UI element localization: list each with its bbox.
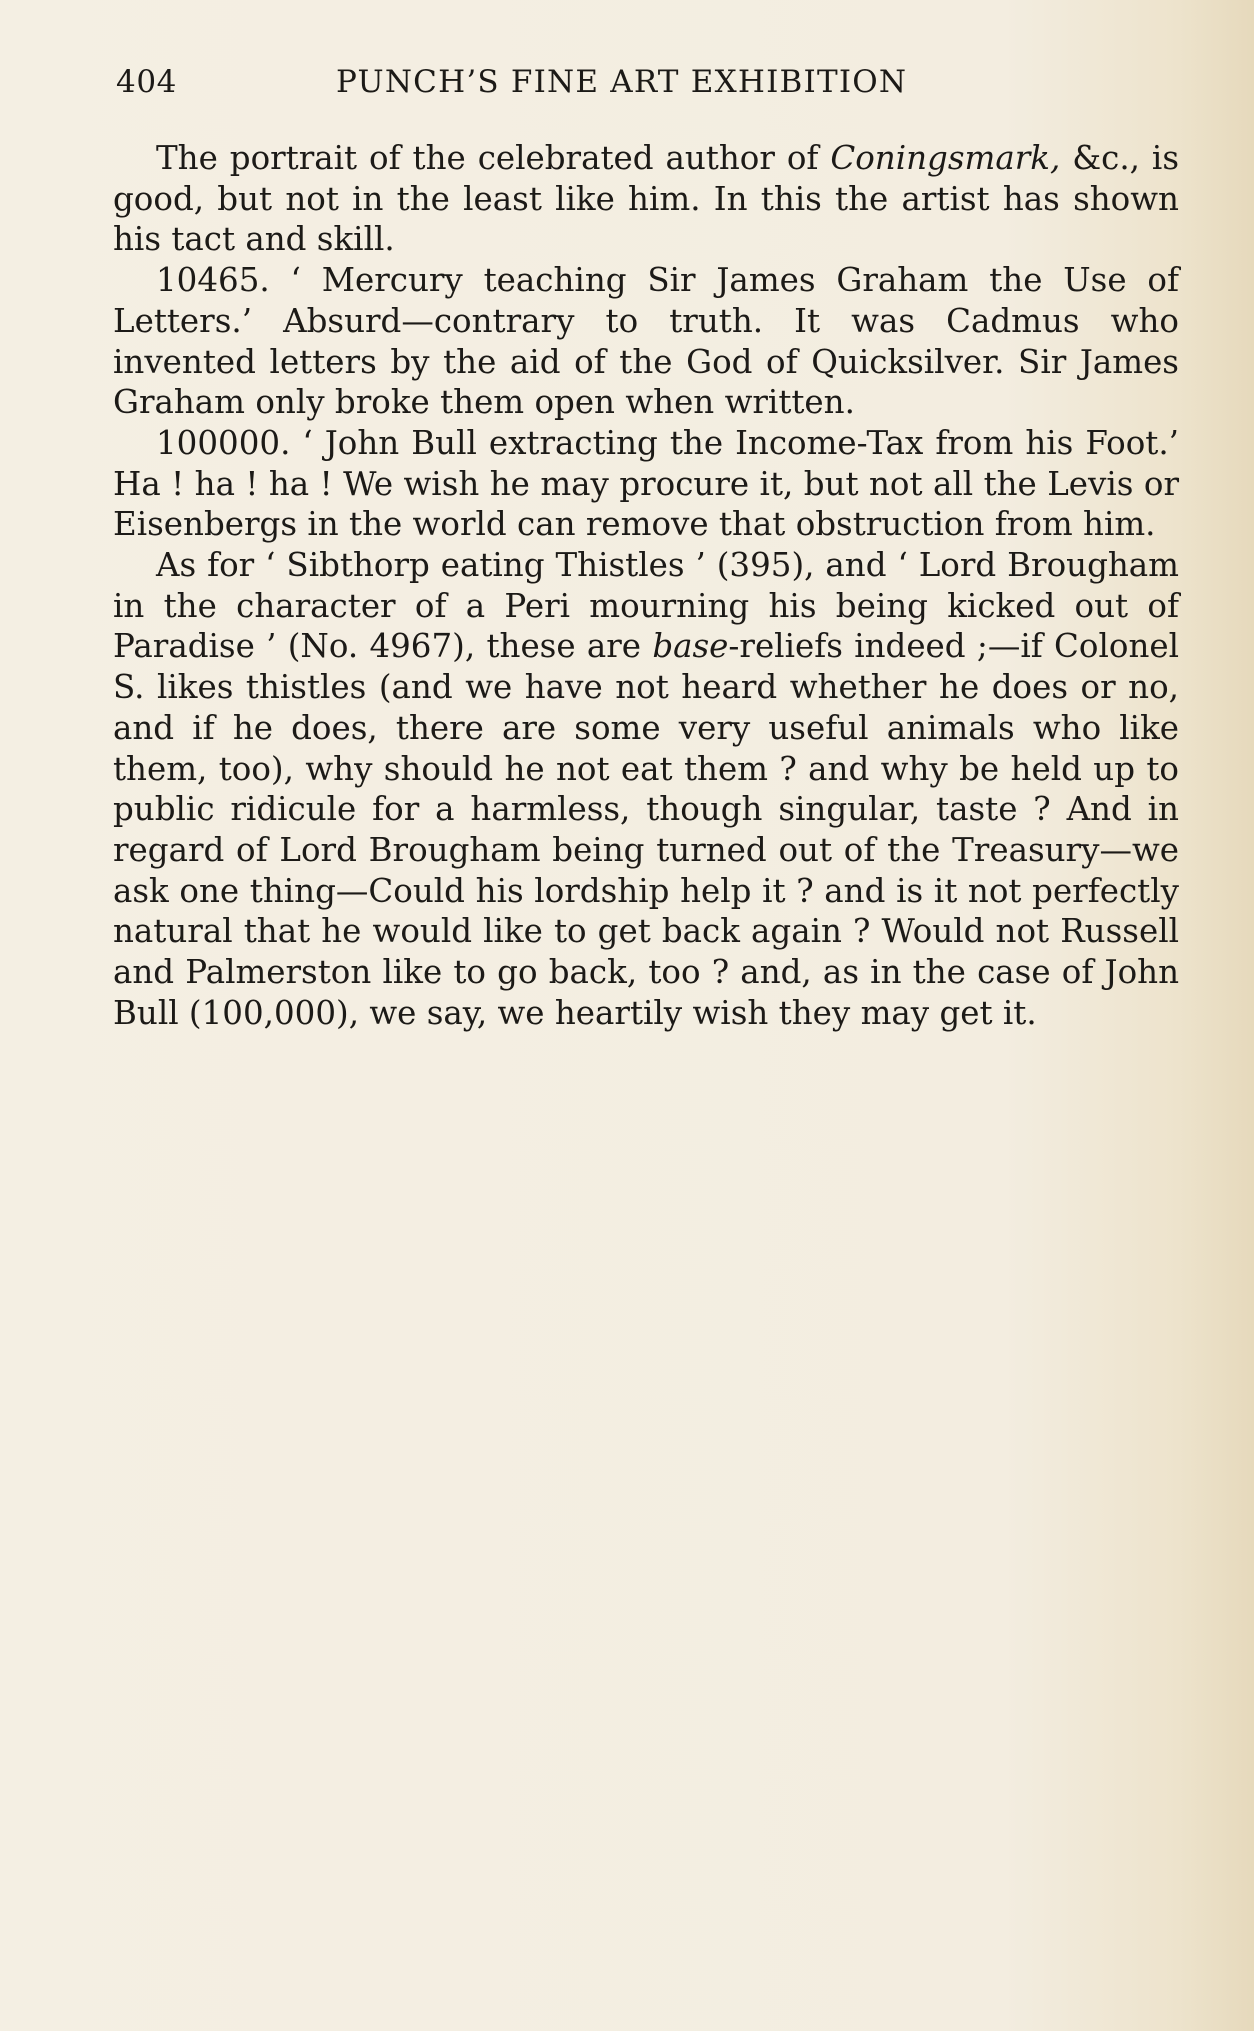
body-text — [113, 138, 1179, 1033]
paragraph-text: &c., is good, but not in the least like him. In this the artist has shown his tact and skill. — [113, 139, 1179, 259]
running-title: PUNCH’S FINE ART EXHIBITION — [336, 64, 908, 100]
page-number: 404 — [116, 64, 177, 100]
italic-title: Coningsmark, — [830, 139, 1061, 177]
paragraph-text: The portrait of the celebrated author of — [156, 139, 831, 177]
paragraph-john-bull: 100000. ‘ John Bull extracting the Income-Tax from his Foot.’ Ha ! ha ! ha ! We wish he may procure it, but not all the Levis or Eisenbergs in the world can remove that obstruction from him. — [113, 423, 1179, 544]
paragraph-coningsmark — [113, 138, 1179, 260]
italic-word: base — [652, 627, 729, 666]
paragraph-sibthorp — [113, 545, 1179, 1033]
paragraph-text: -reliefs indeed ;—if Colonel S. likes thistles (and we have not heard whether he does or no, and if he does, there are some very useful animals who like them, too), why should he not eat them ? and why be held up to public ridicule for a harmless, though singular, taste ? And in regard of Lord Brougham being turned out of the Treasury—we ask one thing—Could his lordship help it ? and is it not perfectly natural that he would like to get back again ? Would not Russell and Palmerston like to go back, too ? and, as in the case of John Bull (100,000), we say, we heartily wish they may get it. — [113, 627, 1179, 1032]
paragraph-mercury: 10465. ‘ Mercury teaching Sir James Graham the Use of Letters.’ Absurd—contrary to truth. It was Cadmus who invented letters by the aid of the God of Quicksilver. Sir James Graham only broke them open when written. — [113, 261, 1179, 422]
paragraph-text: As for ‘ Sibthorp eating Thistles ’ (395), and ‘ Lord Brougham in the character of a Peri mourning his being kicked out of Paradise ’ (No. 4967), these are — [113, 546, 1179, 666]
page-header — [116, 64, 1176, 108]
